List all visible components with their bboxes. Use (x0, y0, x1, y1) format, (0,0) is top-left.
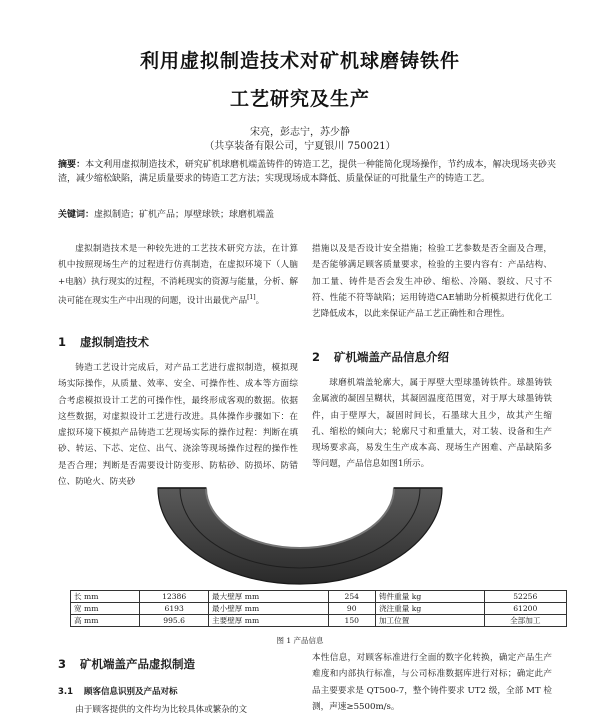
keywords (58, 208, 556, 222)
section-3-1-title: 顾客信息识别及产品对标 (84, 687, 178, 697)
table-cell: 高 mm (71, 615, 140, 627)
table-cell: 6193 (140, 603, 209, 615)
section-1-text: 铸造工艺设计完成后，对产品工艺进行虚拟制造，模拟现场实际操作，从质量、效率、安全、可操作性、成本等方面综合考虑模拟设计工艺的可操作性，最终形成客观的数据。依据这些数据，对虚拟设计工艺进行改进。具体操作步骤如下：在虚拟环境下模拟产品铸造工艺现场实际的操作过程：判断在填砂、转运、下芯、定位、出气、浇涂等现场操作过程的操作性是否合理；判断是否需要设计防变形、防粘砂、防损坏、防错位、防呛火、防夹砂 (58, 363, 298, 488)
intro-ref: [1] (247, 293, 256, 301)
right-continued-text: 措施以及是否设计安全措施；检验工艺参数是否全面及合理，是否能够满足顾客质量要求，检验的主要内容有：产品结构、加工量、铸件是否会发生冲砂、缩松、冷隔、裂纹、尺寸不符、性能不符等缺陷；运用铸造CAE辅助分析模拟进行优化工艺降低成本，以此来保证产品工艺正确性和合理性。 (312, 244, 552, 320)
casting-end-cover-illustration (150, 478, 450, 590)
section-3-1-text: 由于顾客提供的文件均为比较具体或繁杂的文 (75, 705, 248, 715)
table-row (71, 615, 567, 627)
section-2-text: 球磨机端盖轮廓大，属于厚壁大型球墨铸铁件。球墨铸铁金属液的凝固呈糊状，其凝固温度范围宽，对于厚大球墨铸铁件，由于壁厚大，凝固时间长，石墨球大且少，故其产生缩孔、缩松的倾向大；轮廓尺寸和重量大，对工装、设备和生产现场要求高，易发生生产成本高、现场生产困难、产品缺陷多等问题，产品信息如图1所示。 (312, 378, 552, 470)
intro-paragraph (58, 241, 298, 309)
keywords-text: 虚拟制造；矿机产品；厚壁球铁；球磨机端盖 (94, 210, 275, 220)
table-cell: 最小壁厚 mm (209, 603, 329, 615)
table-cell: 254 (328, 591, 375, 603)
abstract-text: 本文利用虚拟制造技术，研究矿机球磨机端盖铸件的铸造工艺，提供一种能简化现场操作，节约成本，解决现场夹砂夹渣，减少缩松缺陷，满足质量要求的铸造工艺方法；实现现场成本降低、质量保证的可批量生产的铸造工艺。 (58, 160, 556, 184)
abstract (58, 158, 556, 186)
table-cell: 最大壁厚 mm (209, 591, 329, 603)
section-1-heading (58, 334, 149, 350)
section-2-paragraph (312, 375, 552, 473)
section-3-1-number: 3.1 (58, 687, 74, 697)
table-cell: 浇注重量 kg (375, 603, 484, 615)
table-cell: 150 (328, 615, 375, 627)
section-3-1-heading (58, 685, 178, 697)
right-continued-paragraph (312, 241, 552, 322)
table-cell: 52256 (484, 591, 566, 603)
table-cell: 加工位置 (375, 615, 484, 627)
affiliation: （共享装备有限公司，宁夏银川 750021） (204, 141, 396, 152)
section-3-title: 矿机端盖产品虚拟制造 (80, 657, 195, 671)
table-cell: 全部加工 (484, 615, 566, 627)
figure-1-caption: 图 1 产品信息 (276, 636, 324, 645)
section-1-title: 虚拟制造技术 (80, 335, 149, 349)
section-1-paragraph (58, 360, 298, 490)
intro-end: 。 (255, 295, 265, 306)
paper-title-line-2: 工艺研究及生产 (229, 88, 370, 110)
table-cell: 宽 mm (71, 603, 140, 615)
product-info-table (70, 590, 567, 627)
table-cell: 长 mm (71, 591, 140, 603)
table-cell: 铸件重量 kg (375, 591, 484, 603)
bottom-right-paragraph (312, 650, 552, 715)
section-2-number: 2 (312, 350, 321, 364)
table-row (71, 591, 567, 603)
abstract-label: 摘要： (58, 160, 86, 170)
section-3-heading (58, 656, 195, 672)
authors: 宋亮，彭志宁，苏少静 (250, 127, 350, 138)
figure-1-image (150, 478, 450, 590)
table-row (71, 603, 567, 615)
keywords-label: 关键词： (58, 210, 95, 220)
section-3-1-paragraph (58, 702, 298, 718)
intro-text: 虚拟制造技术是一种较先进的工艺技术研究方法，在计算机中按照现场生产的过程进行仿真制造，在虚拟环境下（人脑+电脑）执行现实的过程，不消耗现实的资源与能量，分析、解决可能在现实生产中出现的问题，设计出最优产品 (58, 244, 298, 306)
table-cell: 61200 (484, 603, 566, 615)
section-3-number: 3 (58, 657, 67, 671)
table-cell: 12386 (140, 591, 209, 603)
section-2-title: 矿机端盖产品信息介绍 (334, 350, 449, 364)
bottom-right-text: 本性信息，对顾客标准进行全面的数字化转换，确定产品生产难度和内部执行标准，与公司标准数据库进行对标；确定此产品主要要求是 QT500-7，整个铸件要求 UT2 级，全部 MT 检测，声速≥5500m/s。 (312, 653, 552, 712)
section-2-heading (312, 349, 449, 365)
casting-body-shape (158, 488, 442, 584)
paper-title-line-1: 利用虚拟制造技术对矿机球磨铸铁件 (139, 50, 460, 72)
section-1-number: 1 (58, 335, 67, 349)
table-cell: 90 (328, 603, 375, 615)
table-cell: 主要壁厚 mm (209, 615, 329, 627)
table-cell: 995.6 (140, 615, 209, 627)
